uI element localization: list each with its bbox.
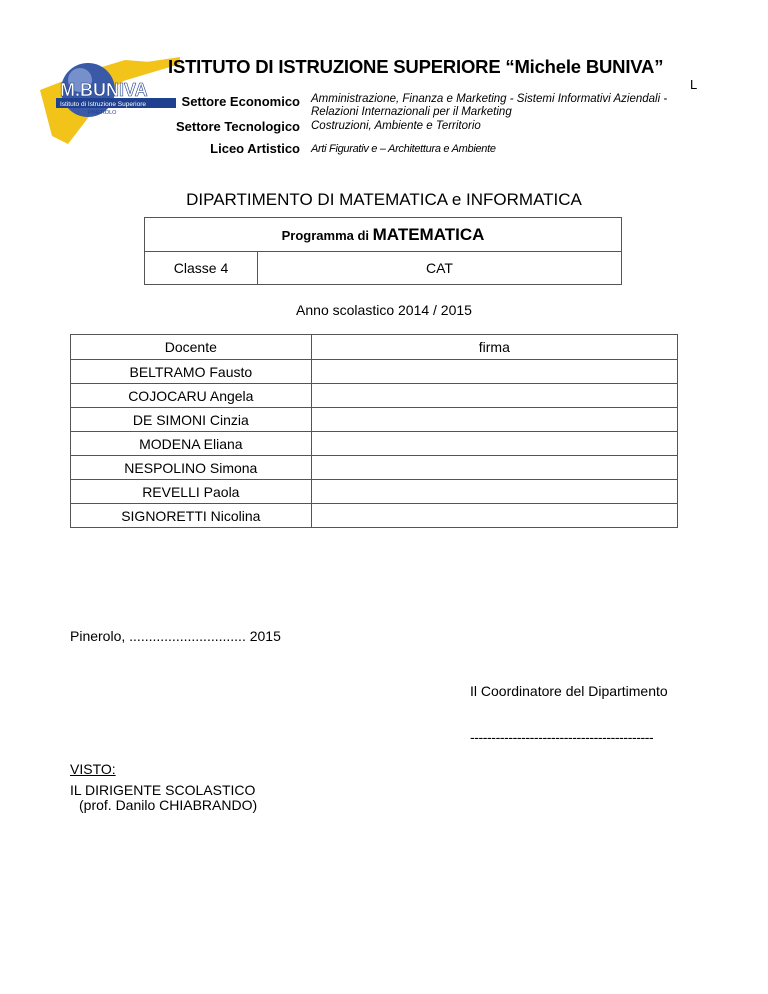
table-header-row: [71, 335, 678, 360]
teacher-name: REVELLI Paola: [71, 480, 312, 504]
signature-cell: [311, 408, 677, 432]
table-row: [71, 384, 678, 408]
signature-cell: [311, 504, 677, 528]
department-title: DIPARTIMENTO DI MATEMATICA e INFORMATICA: [186, 190, 582, 209]
class-cell: Classe 4: [145, 252, 258, 284]
program-table: [144, 217, 622, 285]
table-row: [71, 360, 678, 384]
signature-cell: [311, 480, 677, 504]
signature-cell: [311, 432, 677, 456]
principal-name: (prof. Danilo CHIABRANDO): [79, 797, 258, 813]
teacher-name: NESPOLINO Simona: [71, 456, 312, 480]
teacher-name: MODENA Eliana: [71, 432, 312, 456]
table-row: [71, 456, 678, 480]
school-year: Anno scolastico 2014 / 2015: [296, 302, 472, 318]
logo-brand-text: M.BUNIVA: [60, 80, 148, 100]
program-subject: MATEMATICA: [372, 225, 485, 244]
teacher-name: SIGNORETTI Nicolina: [71, 504, 312, 528]
sector-label-tecnologico: Settore Tecnologico: [176, 119, 300, 134]
sector-label-liceo: Liceo Artistico: [210, 141, 300, 156]
sector-desc-tecnologico: Costruzioni, Ambiente e Territorio: [311, 120, 481, 132]
principal-title: IL DIRIGENTE SCOLASTICO: [70, 782, 256, 798]
header-teacher: Docente: [71, 335, 312, 360]
signature-cell: [311, 384, 677, 408]
corner-mark: L: [690, 77, 698, 92]
sector-desc-economico-2: Relazioni Internazionali per il Marketing: [311, 106, 512, 118]
sector-desc-liceo: Arti Figurativ e – Architettura e Ambiente: [311, 143, 496, 155]
logo-subtitle-text: Istituto di Istruzione Superiore: [60, 101, 146, 108]
table-row: [71, 504, 678, 528]
table-row: [71, 408, 678, 432]
place-date: Pinerolo, .............................. 2015: [70, 628, 281, 644]
header-signature: firma: [311, 335, 677, 360]
signature-cell: [311, 360, 677, 384]
sector-label-economico: Settore Economico: [181, 94, 300, 109]
coordinator-signature-line: -------------------------------------------: [470, 729, 654, 745]
program-prefix: Programma di: [281, 228, 373, 243]
course-cell: CAT: [426, 260, 453, 276]
visto-label: VISTO:: [70, 761, 116, 777]
teacher-name: BELTRAMO Fausto: [71, 360, 312, 384]
logo-city-text: PINEROLO: [88, 110, 117, 116]
teacher-name: COJOCARU Angela: [71, 384, 312, 408]
institute-title: ISTITUTO DI ISTRUZIONE SUPERIORE “Michele BUNIVA”: [168, 56, 664, 77]
signature-cell: [311, 456, 677, 480]
teacher-name: DE SIMONI Cinzia: [71, 408, 312, 432]
program-title-row: [145, 218, 621, 252]
table-row: [71, 432, 678, 456]
teachers-table: [70, 334, 678, 528]
table-row: [71, 480, 678, 504]
sector-desc-economico-1: Amministrazione, Finanza e Marketing - Sistemi Informativi Aziendali -: [311, 93, 668, 105]
coordinator-label: Il Coordinatore del Dipartimento: [470, 683, 668, 699]
